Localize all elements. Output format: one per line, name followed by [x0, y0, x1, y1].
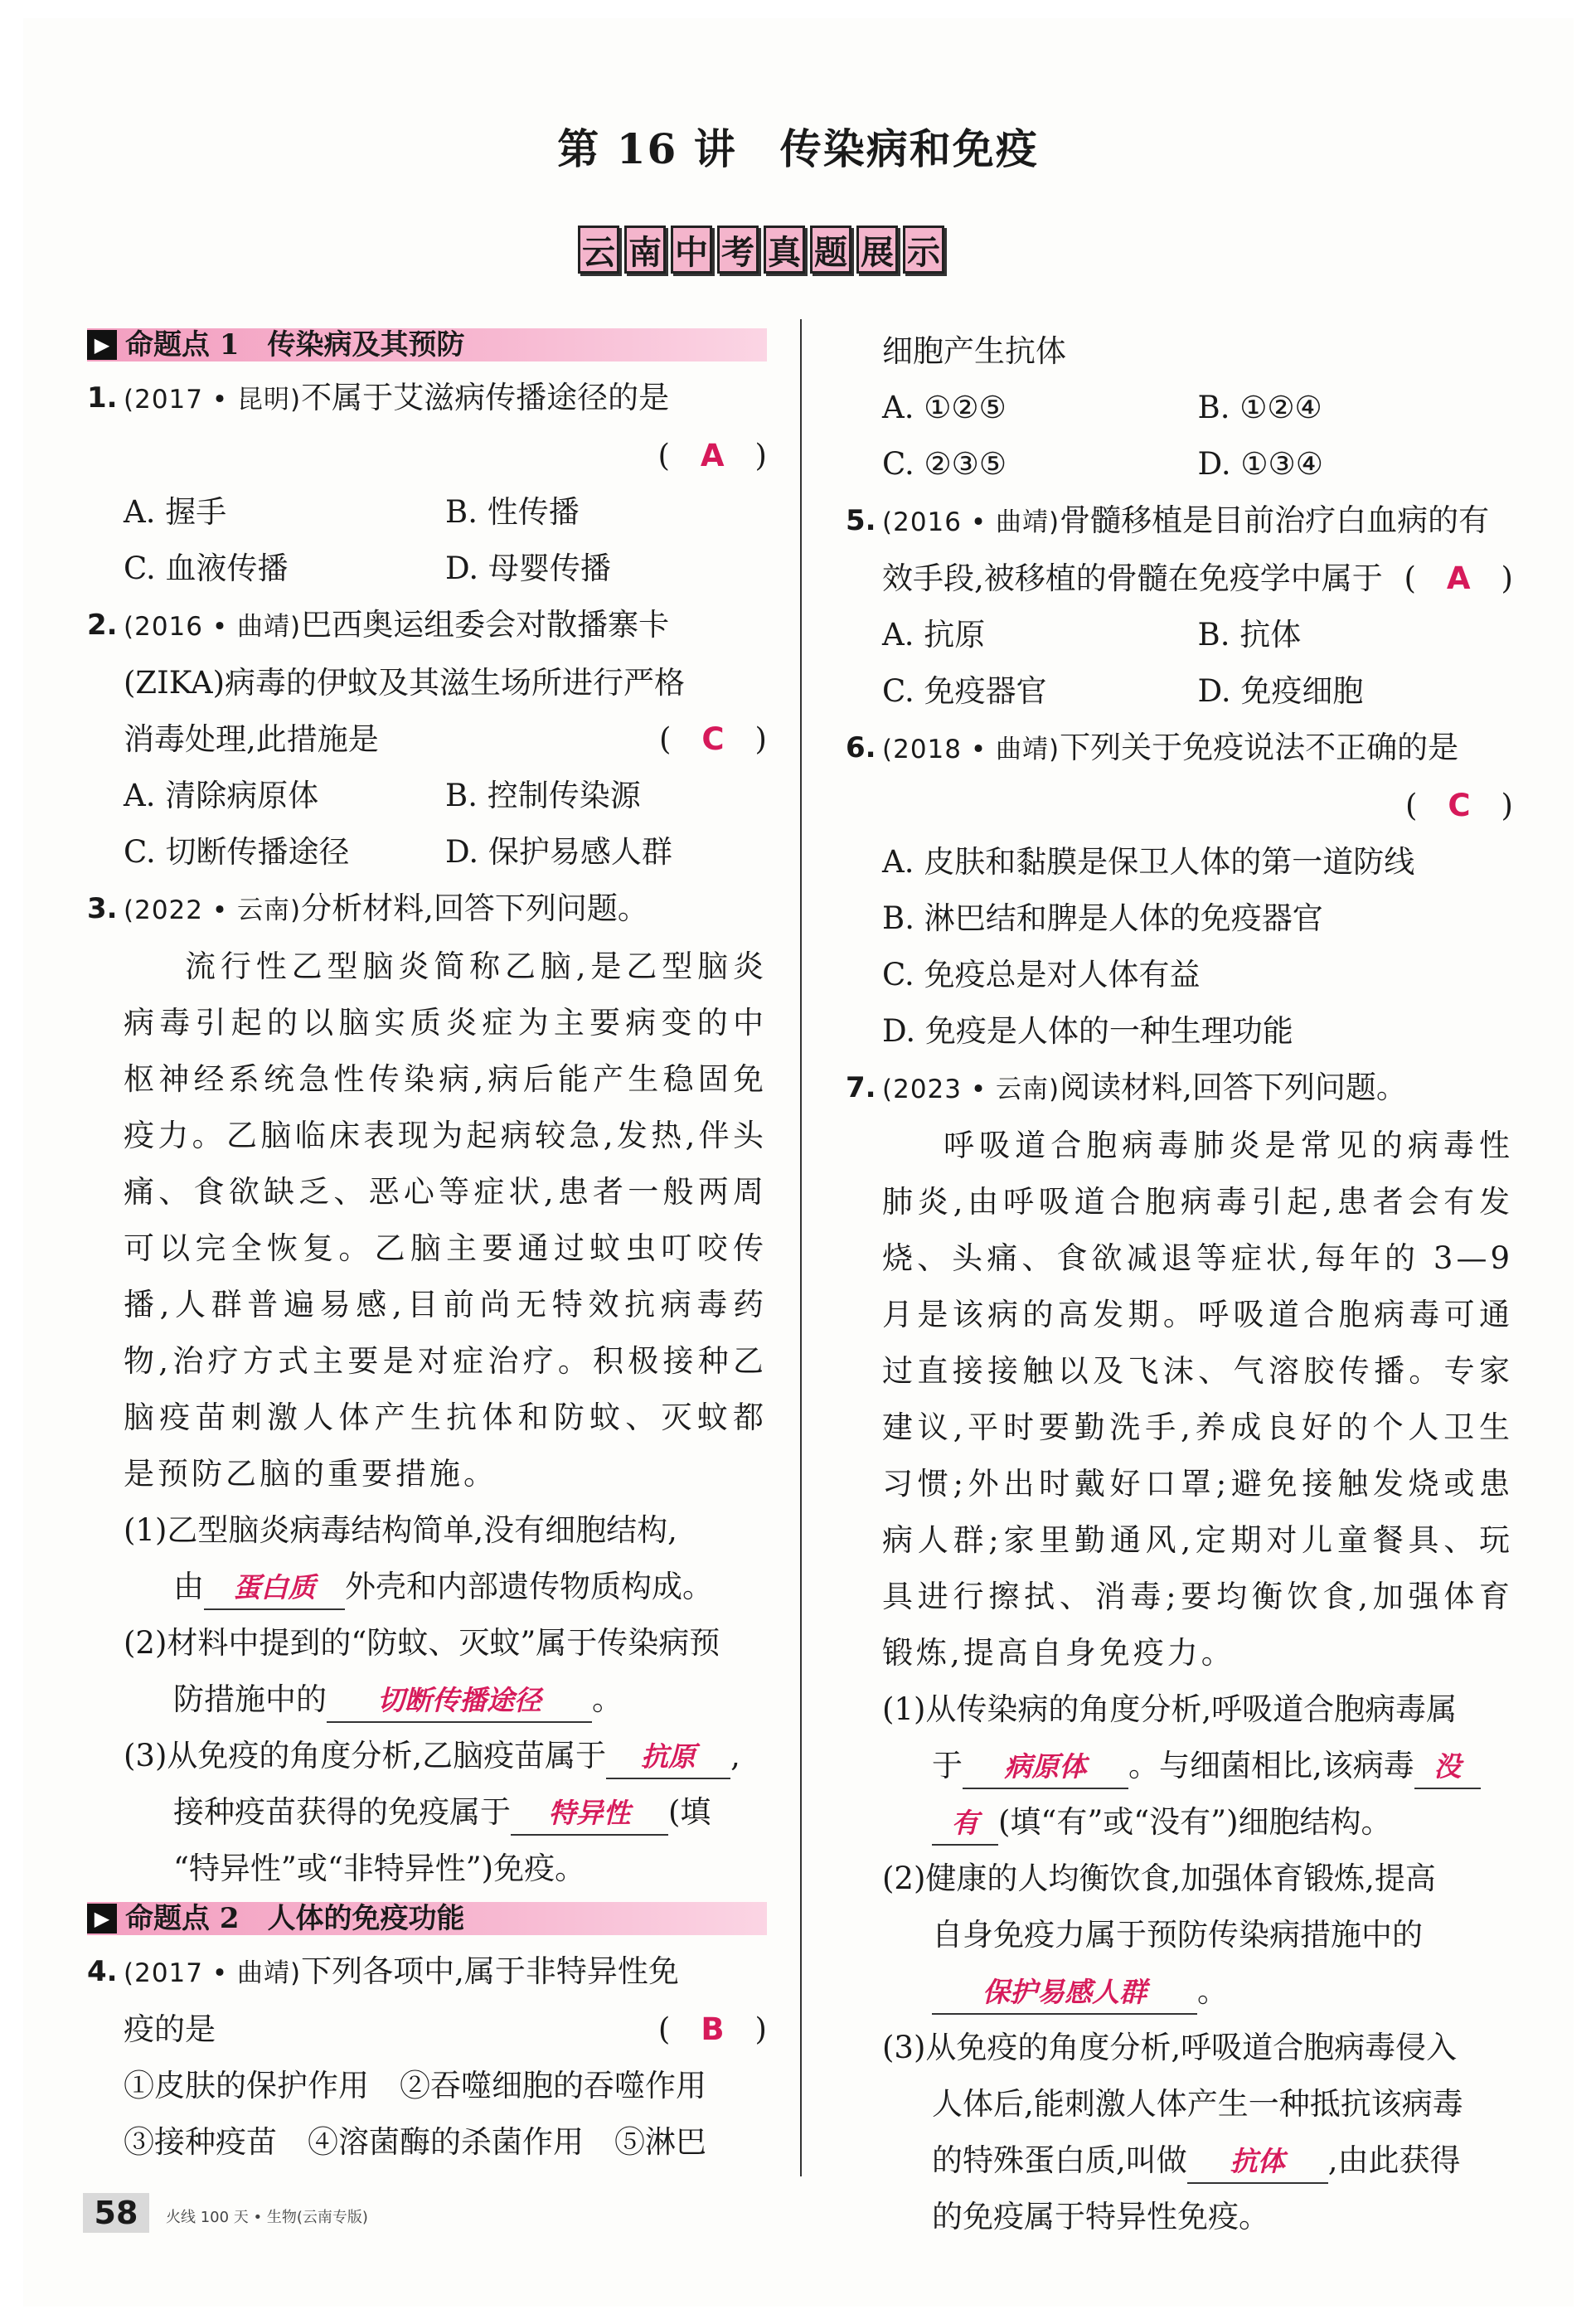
question-stem: 巴西奥运组委会对散播寨卡	[301, 607, 670, 643]
answer: B	[701, 2011, 725, 2047]
filled-answer: 切断传播途径	[327, 1680, 592, 1723]
question-stem: 下列关于免疫说法不正确的是	[1060, 730, 1459, 765]
option: A. ①②⑤	[882, 390, 1007, 425]
page-number: 58	[83, 2193, 149, 2233]
banner-char: 考	[717, 226, 759, 274]
question-source: (2017 • 昆明)	[124, 385, 302, 415]
banner-char: 中	[671, 226, 712, 274]
sub-question-line: 的特殊蛋白质,叫做 抗体 ,由此获得	[846, 2132, 1513, 2189]
question-number: 2.	[87, 609, 118, 642]
sub-question: (2)健康的人均衡饮食,加强体育锻炼,提高	[882, 1861, 1436, 1896]
option: A. 皮肤和黏膜是保卫人体的第一道防线	[882, 844, 1415, 880]
column-divider	[800, 319, 802, 2176]
option: C. ②③⑤	[882, 446, 1007, 482]
question-7	[846, 1060, 1513, 1118]
options-row	[87, 824, 767, 881]
question-5	[846, 492, 1513, 551]
filled-answer: 蛋白质	[204, 1567, 345, 1610]
question-number: 7.	[846, 1071, 876, 1104]
question-stem: 分析材料,回答下列问题。	[301, 890, 648, 926]
question-stem: 下列各项中,属于非特异性免	[301, 1953, 679, 1989]
section-title: 命题点 1 传染病及其预防	[125, 328, 465, 361]
option: D. 母婴传播	[445, 551, 611, 586]
right-column	[846, 323, 1513, 2245]
question-6	[846, 720, 1513, 778]
filled-answer: 保护易感人群	[932, 1972, 1197, 2015]
item-list: 细胞产生抗体	[882, 333, 1066, 369]
question-stem: 阅读材料,回答下列问题。	[1060, 1070, 1407, 1105]
sub-question: (1)乙型脑炎病毒结构简单,没有细胞结构,	[124, 1512, 677, 1548]
item-list: ①皮肤的保护作用 ②吞噬细胞的吞噬作用	[124, 2068, 706, 2103]
question-stem-line: (ZIKA)病毒的伊蚊及其滋生场所进行严格	[124, 665, 686, 701]
sub-question-line: 有 (填“有”或“没有”)细胞结构。	[846, 1794, 1513, 1851]
banner-char: 展	[856, 226, 898, 274]
option: C. 血液传播	[124, 551, 289, 586]
sub-question-line: 保护易感人群 。	[846, 1963, 1513, 2020]
options-row	[87, 541, 767, 597]
banner-char: 示	[903, 226, 944, 274]
question-stem: 不属于艾滋病传播途径的是	[301, 380, 670, 415]
option: C. 切断传播途径	[124, 834, 350, 870]
option: A. 握手	[124, 494, 227, 530]
sub-question-line: 接种疫苗获得的免疫属于 特异性 (填	[87, 1784, 767, 1841]
sub-question: (2)材料中提到的“防蚊、灭蚊”属于传染病预	[124, 1625, 720, 1661]
banner	[578, 226, 944, 274]
answer: A	[700, 438, 725, 473]
question-stem-line: 疫的是 ( B )	[124, 2011, 767, 2047]
question-source: (2023 • 云南)	[882, 1075, 1060, 1104]
question-source: (2016 • 曲靖)	[124, 612, 302, 642]
question-stem-line: 消毒处理,此措施是 ( C )	[87, 711, 767, 768]
options-row	[846, 663, 1513, 720]
reading-passage: 呼吸道合胞病毒肺炎是常见的病毒性肺炎,由呼吸道合胞病毒引起,患者会有发烧、头痛、食欲减退等症状,每年的 3—9 月是该病的高发期。呼吸道合胞病毒可通过直接接触以及飞沫、气溶胶传播。专家建议,平时要勤洗手,养成良好的个人卫生习惯;外出时戴好口罩;避免接触发烧或患病人群;家里勤通风,定期对儿童餐具、玩具进行擦拭、消毒;要均衡饮食,加强体育锻炼,提高自身免疫力。	[882, 1128, 1513, 1671]
sub-question: (1)从传染病的角度分析,呼吸道合胞病毒属	[882, 1691, 1458, 1727]
option: A. 清除病原体	[124, 778, 319, 813]
filled-answer: 没	[1414, 1746, 1481, 1789]
answer-line: ( A )	[657, 438, 767, 473]
options-row	[87, 768, 767, 824]
answer-line: ( C )	[1404, 788, 1513, 823]
section-header-2	[87, 1902, 767, 1935]
question-3	[87, 881, 767, 939]
banner-char: 云	[578, 226, 619, 274]
option: B. 淋巴结和脾是人体的免疫器官	[882, 900, 1323, 936]
question-1	[87, 370, 767, 428]
reading-passage: 流行性乙型脑炎简称乙脑,是乙型脑炎病毒引起的以脑实质炎症为主要病变的中枢神经系统急性传染病,病后能产生稳固免疫力。乙脑临床表现为起病较急,发热,伴头痛、食欲缺乏、恶心等症状,患者一般两周可以完全恢复。乙脑主要通过蚊虫叮咬传播,人群普遍易感,目前尚无特效抗病毒药物,治疗方式主要是对症治疗。积极接种乙脑疫苗刺激人体产生抗体和防蚊、灭蚊都是预防乙脑的重要措施。	[124, 949, 767, 1492]
question-number: 3.	[87, 892, 118, 925]
question-source: (2022 • 云南)	[124, 895, 302, 925]
option: D. 免疫是人体的一种生理功能	[882, 1013, 1293, 1049]
filled-answer: 抗体	[1187, 2141, 1328, 2184]
question-stem: 骨髓移植是目前治疗白血病的有	[1060, 502, 1490, 538]
filled-answer: 抗原	[606, 1736, 730, 1779]
sub-question-line: 自身免疫力属于预防传染病措施中的	[932, 1917, 1423, 1953]
item-list: ③接种疫苗 ④溶菌酶的杀菌作用 ⑤淋巴	[124, 2124, 706, 2160]
sub-question-line: 由 蛋白质 外壳和内部遗传物质构成。	[87, 1559, 767, 1615]
options-row	[87, 484, 767, 541]
sub-question: (3)从免疫的角度分析,乙脑疫苗属于 抗原 ,	[87, 1728, 767, 1784]
play-arrow-icon: ▶	[87, 1904, 117, 1933]
answer: C	[1448, 788, 1471, 823]
option: C. 免疫总是对人体有益	[882, 957, 1201, 992]
option: D. ①③④	[1197, 446, 1323, 482]
page-title: 第 16 讲 传染病和免疫	[557, 124, 1039, 173]
question-2	[87, 597, 767, 655]
question-4	[87, 1943, 767, 2001]
question-number: 5.	[846, 504, 876, 537]
section-header-1	[87, 328, 767, 361]
option: A. 抗原	[882, 617, 986, 653]
sub-question-line: 的免疫属于特异性免疫。	[932, 2199, 1269, 2234]
options-row	[846, 436, 1513, 492]
question-number: 6.	[846, 731, 876, 764]
answer: A	[1446, 560, 1471, 596]
banner-char: 南	[624, 226, 666, 274]
question-stem-line: 效手段,被移植的骨髓在免疫学中属于 ( A )	[882, 560, 1513, 596]
option: B. 抗体	[1197, 617, 1302, 653]
option: B. 性传播	[445, 494, 580, 530]
question-number: 1.	[87, 381, 118, 415]
option: B. ①②④	[1197, 390, 1322, 425]
question-stem: 消毒处理,此措施是	[124, 721, 379, 757]
option: D. 保护易感人群	[445, 834, 672, 870]
filled-answer: 病原体	[963, 1746, 1128, 1789]
sub-question-line: 防措施中的 切断传播途径 。	[87, 1671, 767, 1728]
option: C. 免疫器官	[882, 673, 1047, 709]
option: D. 免疫细胞	[1197, 673, 1364, 709]
option: B. 控制传染源	[445, 778, 641, 813]
footer-text: 火线 100 天 • 生物(云南专版)	[166, 2209, 368, 2226]
left-column	[87, 323, 767, 2171]
sub-question-line: 人体后,能刺激人体产生一种抵抗该病毒	[932, 2086, 1463, 2122]
question-source: (2016 • 曲靖)	[882, 507, 1060, 537]
sub-question-line: “特异性”或“非特异性”)免疫。	[173, 1851, 586, 1886]
question-source: (2017 • 曲靖)	[124, 1958, 302, 1988]
filled-answer: 特异性	[511, 1793, 668, 1836]
question-source: (2018 • 曲靖)	[882, 735, 1060, 764]
banner-char: 题	[810, 226, 851, 274]
filled-answer: 有	[932, 1802, 998, 1846]
options-row	[846, 380, 1513, 436]
sub-question-line: 于 病原体 。与细菌相比,该病毒 没	[846, 1738, 1513, 1794]
play-arrow-icon: ▶	[87, 330, 117, 360]
banner-char: 真	[764, 226, 805, 274]
question-number: 4.	[87, 1955, 118, 1988]
sub-question: (3)从免疫的角度分析,呼吸道合胞病毒侵入	[882, 2030, 1458, 2065]
options-row	[846, 607, 1513, 663]
answer: C	[701, 721, 725, 757]
section-title: 命题点 2 人体的免疫功能	[125, 1902, 465, 1935]
